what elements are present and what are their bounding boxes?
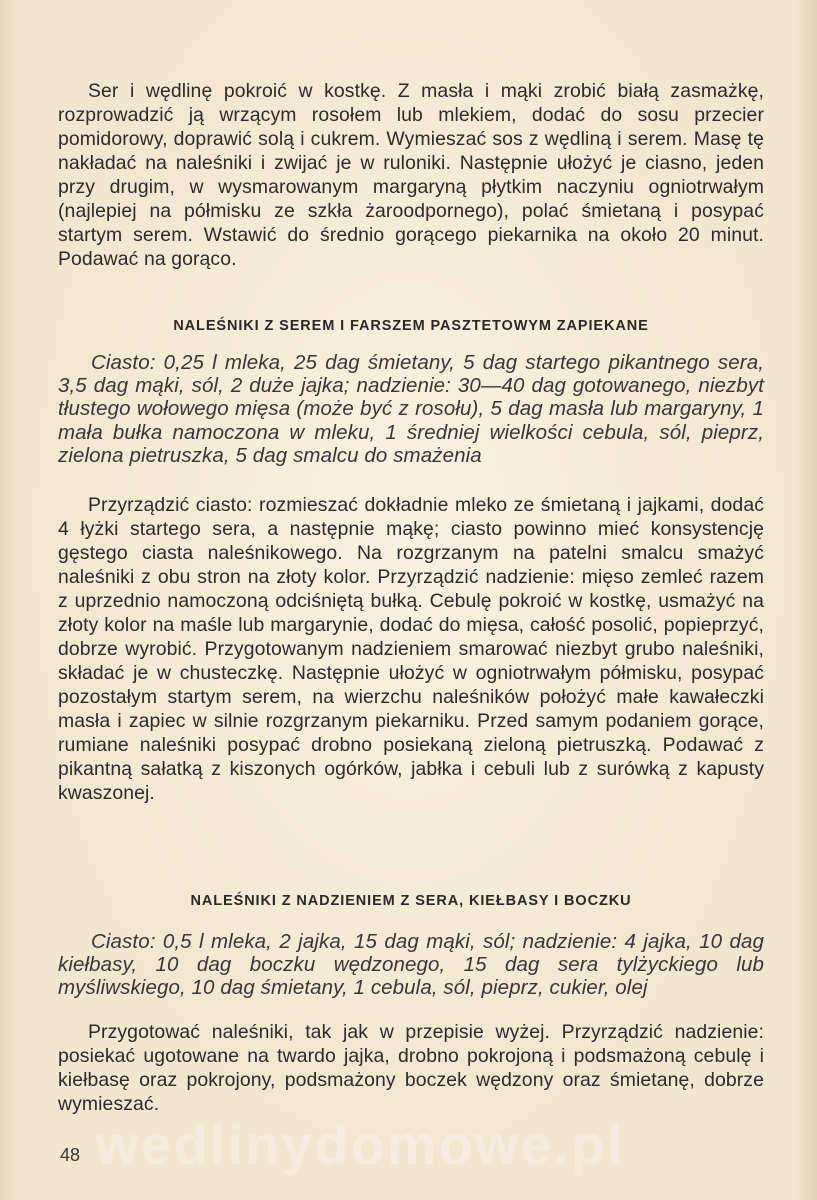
intro-paragraph: Ser i wędlinę pokroić w kostkę. Z masła i mąki zrobić białą zasmażkę, rozprowadzić ją wrzącym rosołem lub mlekiem, dodać do sosu przecier pomidorowy, doprawić solą i cukrem. Wymieszać sos z wędliną i serem. Masę tę nakładać na naleśniki i zwijać je w ruloniki. Następnie ułożyć je ciasno, jeden przy drugim, w wysmarowanym margaryną płytkim naczyniu ogniotrwałym (najlepiej na półmisku ze szkła żaroodpornego), polać śmietaną i posypać startym serem. Wstawić do średnio gorącego piekarnika na około 20 minut. Podawać na gorąco. <box>58 80 764 270</box>
ingredients-paragraph: Ciasto: 0,5 l mleka, 2 jajka, 15 dag mąki, sól; nadzienie: 4 jajka, 10 dag kiełbasy, 10 dag boczku wędzonego, 15 dag sera tylżyckiego lub myśliwskiego, 10 dag śmietany, 1 cebula, sól, pieprz, cukier, olej <box>58 930 764 1000</box>
recipe-ingredients <box>58 351 764 467</box>
intro-section <box>58 79 764 271</box>
recipe-title: NALEŚNIKI Z SEREM I FARSZEM PASZTETOWYM ZAPIEKANE <box>173 318 649 334</box>
instructions-paragraph: Przygotować naleśniki, tak jak w przepisie wyżej. Przyrządzić nadzienie: posiekać ugotowane na twardo jajka, drobno pokrojoną i podsmażoną cebulę i kiełbasę oraz pokrojony, podsmażony boczek wędzony oraz śmietanę, dobrze wymieszać. <box>58 1021 764 1115</box>
page-number: 48 <box>60 1145 81 1165</box>
recipe-ingredients <box>58 930 764 1000</box>
watermark: wedlinydomowe.pl <box>95 1113 625 1176</box>
recipe-instructions <box>58 493 764 805</box>
recipe-instructions <box>58 1020 764 1116</box>
instructions-paragraph: Przyrządzić ciasto: rozmieszać dokładnie mleko ze śmietaną i jajkami, dodać 4 łyżki startego sera, a następnie mąkę; ciasto powinno mieć konsystencję gęstego ciasta naleśnikowego. Na rozgrzanym na patelni smalcu smażyć naleśniki z obu stron na złoty kolor. Przyrządzić nadzienie: mięso zemleć razem z uprzednio namoczoną odciśniętą bułką. Cebulę pokroić w kostkę, usmażyć na złoty kolor na maśle lub margarynie, dodać do mięsa, całość posolić, popieprzyć, dobrze wyrobić. Przygotowanym nadzieniem smarować niezbyt grubo naleśniki, składać je w chusteczkę. Następnie ułożyć w ogniotrwałym półmisku, posypać pozostałym startym serem, na wierzchu naleśników położyć małe kawałeczki masła i zapiec w silnie rozgrzanym piekarniku. Przed samym podaniem gorące, rumiane naleśniki posypać drobno posiekaną zieloną pietruszką. Podawać z pikantną sałatką z kiszonych ogórków, jabłka i cebuli lub z surówką z kapusty kwaszonej. <box>58 494 764 804</box>
recipe-title: NALEŚNIKI Z NADZIENIEM Z SERA, KIEŁBASY I BOCZKU <box>190 893 632 909</box>
ingredients-paragraph: Ciasto: 0,25 l mleka, 25 dag śmietany, 5 dag startego pikantnego sera, 3,5 dag mąki, sól, 2 duże jajka; nadzienie: 30—40 dag gotowanego, niezbyt tłustego wołowego mięsa (może być z rosołu), 5 dag masła lub margaryny, 1 mała bułka namoczona w mleku, 1 średniej wielkości cebula, sól, pieprz, zielona pietruszka, 5 dag smalcu do smażenia <box>58 351 764 467</box>
